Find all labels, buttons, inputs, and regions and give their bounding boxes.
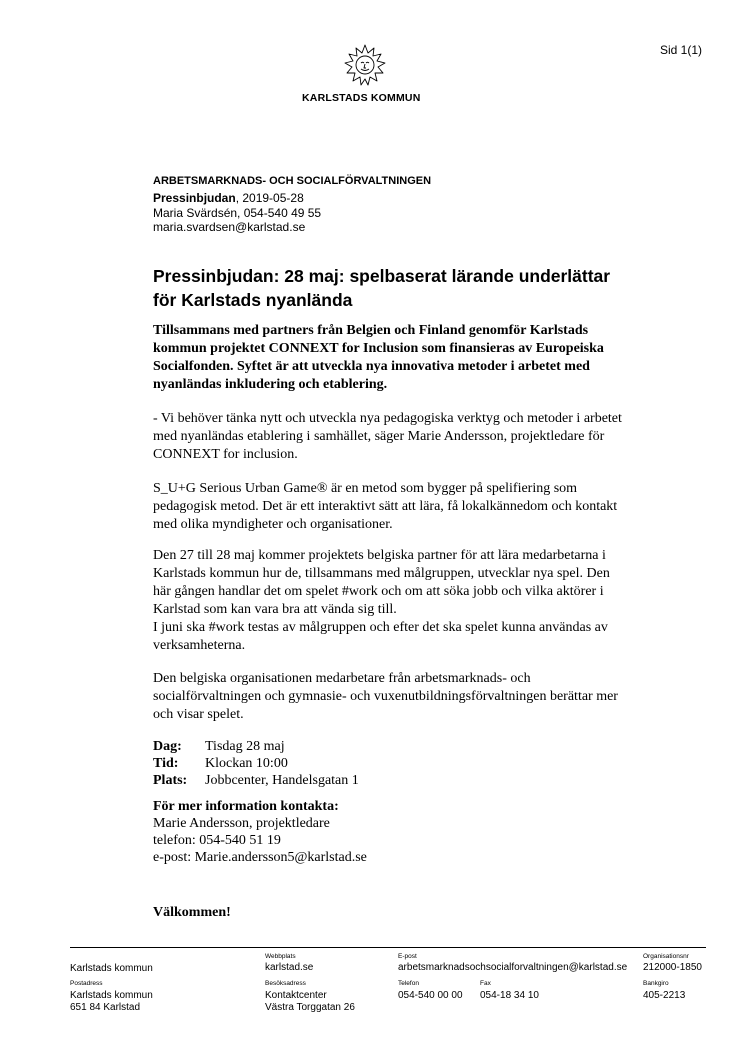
footer-visit-label: Besöksadress xyxy=(265,980,306,987)
contact-phone: telefon: 054-540 51 19 xyxy=(153,833,281,848)
doc-type-date xyxy=(153,191,304,205)
footer-visit-line2: Västra Torggatan 26 xyxy=(265,1002,355,1013)
event-place-label: Plats: xyxy=(153,773,188,788)
department-name: ARBETSMARKNADS- OCH SOCIALFÖRVALTNINGEN xyxy=(153,175,432,187)
paragraph-organisation: Den belgiska organisationen medarbetare från arbetsmarknads- och socialförvaltningen och gymnasie- och vuxenutbildningsförvaltningen berättar mer och visar spelet. xyxy=(153,671,618,722)
footer-post-label: Postadress xyxy=(70,980,103,987)
footer-email-value: arbetsmarknadsochsocialforvaltningen@karlstad.se xyxy=(398,962,628,973)
footer-orgnr-value: 212000-1850 xyxy=(643,962,702,973)
event-time-label: Tid: xyxy=(153,756,179,771)
contact-block xyxy=(153,798,367,866)
sun-logo-icon xyxy=(344,44,386,86)
contact-name: Marie Andersson, projektledare xyxy=(153,816,330,831)
footer-orgnr-label: Organisationsnr xyxy=(643,953,689,960)
headline: Pressinbjudan: 28 maj: spelbaserat lärande underlättar för Karlstads nyanlända xyxy=(153,266,611,310)
doc-date: , 2019-05-28 xyxy=(235,191,304,205)
footer-web-label: Webbplats xyxy=(265,953,296,960)
lead-paragraph: Tillsammans med partners från Belgien och Finland genomför Karlstads kommun projektet CONNEXT for Inclusion som finansieras av Europeiska Socialfonden. Syftet är att utveckla nya innovativa metoder i arbetet med nyanländas inkludering och etablering. xyxy=(153,323,604,392)
event-details xyxy=(153,738,359,789)
sender-contact: Maria Svärdsén, 054-540 49 55 xyxy=(153,206,322,220)
footer-email-label: E-post xyxy=(398,953,417,960)
event-day-value: Tisdag 28 maj xyxy=(205,739,285,754)
org-name: KARLSTADS KOMMUN xyxy=(302,92,421,104)
paragraph-test: I juni ska #work testas av målgruppen och efter det ska spelet kunna användas av verksamheterna. xyxy=(153,620,608,653)
footer-web-value: karlstad.se xyxy=(265,962,314,973)
footer-phone-label: Telefon xyxy=(398,980,419,987)
footer-phone-value: 054-540 00 00 xyxy=(398,990,463,1001)
event-time-value: Klockan 10:00 xyxy=(205,756,288,771)
sender-email: maria.svardsen@karlstad.se xyxy=(153,220,306,234)
footer-org-name: Karlstads kommun xyxy=(70,963,153,974)
footer-fax-label: Fax xyxy=(480,980,491,987)
event-day-label: Dag: xyxy=(153,739,182,754)
event-day-row xyxy=(153,738,359,755)
contact-email: e-post: Marie.andersson5@karlstad.se xyxy=(153,850,367,865)
footer-visit-line1: Kontaktcenter xyxy=(265,990,327,1001)
doc-type: Pressinbjudan xyxy=(153,191,236,205)
paragraph-quote: - Vi behöver tänka nytt och utveckla nya pedagogiska verktyg och metoder i arbetet med nyanländas etablering i samhället, säger Marie Andersson, projektledare för CONNEXT for inclusion. xyxy=(153,411,622,462)
event-place-value: Jobbcenter, Handelsgatan 1 xyxy=(205,773,359,788)
event-time-row xyxy=(153,755,359,772)
contact-heading: För mer information kontakta: xyxy=(153,799,339,814)
footer-bank-label: Bankgiro xyxy=(643,980,669,987)
footer-bank-value: 405-2213 xyxy=(643,990,686,1001)
paragraph-visit: Den 27 till 28 maj kommer projektets belgiska partner för att lära medarbetarna i Karlstads kommun hur de, tillsammans med målgruppen, utvecklar nya spel. Den här gången handlar det om spelet #work och om att söka jobb och vilka aktörer i Karlstad som kan vara bra att vända sig till. xyxy=(153,548,610,617)
page-number: Sid 1(1) xyxy=(660,43,703,57)
footer-fax-value: 054-18 34 10 xyxy=(480,990,539,1001)
paragraph-method: S_U+G Serious Urban Game® är en metod som bygger på spelifiering som pedagogisk metod. Det är ett interaktivt sätt att lära, få lokalkännedom och kontakt med olika myndigheter och organisationer. xyxy=(153,481,618,532)
footer-post-line2: 651 84 Karlstad xyxy=(70,1002,141,1013)
footer-divider xyxy=(70,947,706,948)
event-place-row xyxy=(153,772,359,789)
closing-greeting: Välkommen! xyxy=(153,905,231,920)
footer-post-line1: Karlstads kommun xyxy=(70,990,153,1001)
